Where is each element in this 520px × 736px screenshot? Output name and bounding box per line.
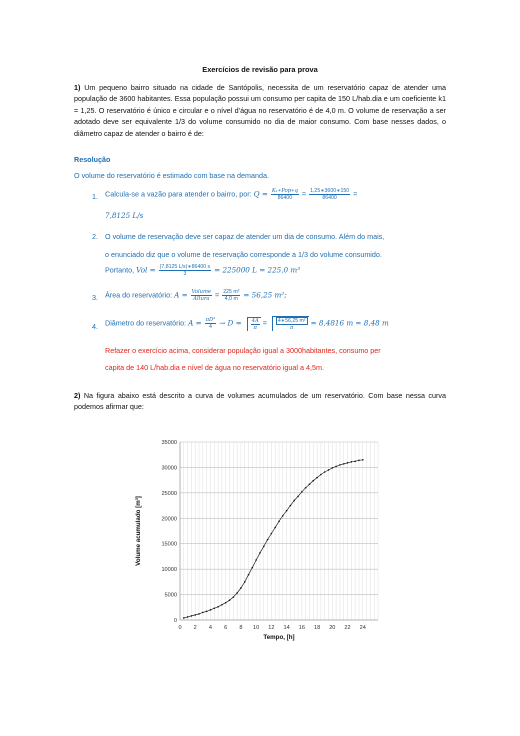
step-4-sqrt-1 xyxy=(247,317,261,331)
x-tick-label: 20 xyxy=(329,625,336,631)
step-2-line-2: o enunciado diz que o volume de reservação corresponde a 1/3 do volume consumido. xyxy=(105,250,382,259)
step-3-a: A = xyxy=(174,290,188,300)
x-tick-label: 12 xyxy=(268,625,275,631)
data-point xyxy=(343,463,345,465)
question-2-text xyxy=(74,390,446,413)
data-point xyxy=(274,527,276,529)
data-point xyxy=(351,461,353,463)
step-2-fraction xyxy=(159,264,212,277)
x-tick-label: 4 xyxy=(208,625,213,631)
data-point xyxy=(252,567,254,569)
x-tick-label: 14 xyxy=(283,625,290,631)
step-1-frac1-den: 86400 xyxy=(277,195,293,201)
step-2-frac-den: 3 xyxy=(183,271,187,277)
data-point xyxy=(225,602,227,604)
x-tick-label: 2 xyxy=(193,625,197,631)
data-point xyxy=(240,587,242,589)
resolution-label: Resolução xyxy=(74,155,111,164)
step-4-sqrt1-num: 4A xyxy=(251,317,259,324)
data-point xyxy=(233,596,235,598)
step-4-result: = 8,4816 m = 8,48 m xyxy=(310,318,389,328)
data-point xyxy=(194,614,196,616)
data-point xyxy=(221,604,223,606)
step-1-frac2-num: 1,25∗3600∗150 xyxy=(310,188,350,194)
step-1-fraction-1 xyxy=(271,188,299,201)
data-point xyxy=(362,459,364,461)
step-4-fraction xyxy=(205,317,217,330)
x-tick-label: 0 xyxy=(178,625,182,631)
step-4-sqrt1-den: π xyxy=(253,324,257,331)
y-tick-label: 15000 xyxy=(161,541,177,548)
step-1-eq2: = xyxy=(353,189,358,199)
question-1-text xyxy=(74,82,446,139)
x-tick-label: 18 xyxy=(313,625,321,631)
step-2-vol: Vol = xyxy=(136,265,156,275)
data-point xyxy=(328,469,330,471)
step-2-number: 2. xyxy=(92,232,98,241)
data-point xyxy=(354,461,356,463)
step-1-frac1-num: K₁∗Pop∗q xyxy=(271,188,298,194)
data-point xyxy=(278,521,280,523)
data-point xyxy=(217,606,219,608)
data-point xyxy=(213,608,215,610)
data-point xyxy=(248,574,250,576)
step-4 xyxy=(105,316,389,331)
step-4-sqrt1-frac xyxy=(251,318,260,331)
y-axis-label: Volume acumulado [m³] xyxy=(135,496,142,566)
data-point xyxy=(290,505,292,507)
step-1-eq: = xyxy=(301,189,307,199)
data-point xyxy=(316,477,318,479)
step-3-result: = 56,25 m²; xyxy=(243,290,287,300)
step-3-fraction-2 xyxy=(222,289,240,302)
step-3-frac1-den: Altura xyxy=(193,296,210,302)
step-3-number: 3. xyxy=(92,293,98,302)
step-4-number: 4. xyxy=(92,322,98,331)
data-point xyxy=(236,592,238,594)
data-point xyxy=(335,466,337,468)
data-point xyxy=(210,609,212,611)
data-point xyxy=(301,491,303,493)
question-1-statement: Um pequeno bairro situado na cidade de Santópolis, necessita de um reservatório capaz de atender uma população de 3600 habitantes. Essa população possui um consumo per capita de 150 L/hab.dia e um coeficiente k1 = 1,25. O reservatório é único e circular e o nível d’água no reservatório é de 4,0 m. O volume de reservação a ser adotado deve ser equivalente 1/3 do volume consumido no dia de maior consumo. Com base nesses dados, o diâmetro capaz de atender o bairro é de: xyxy=(74,83,446,138)
step-2-formula xyxy=(105,264,300,277)
resolution-intro: O volume do reservatório é estimado com base na demanda. xyxy=(74,171,269,180)
data-point xyxy=(332,467,334,469)
step-1-fraction-2 xyxy=(309,188,350,201)
step-3-eq: = xyxy=(215,290,220,300)
step-2-frac-num: (7,8125 L/s)∗86400 s xyxy=(159,264,211,270)
step-4-sqrt2-num: 4∗56,25 m² xyxy=(277,318,306,324)
x-tick-label: 6 xyxy=(224,625,228,631)
step-1-result: 7,8125 L/s xyxy=(105,211,144,220)
data-point xyxy=(187,616,189,618)
step-4-frac-num: πD² xyxy=(205,317,216,323)
data-point xyxy=(198,613,200,615)
data-point xyxy=(324,471,326,473)
step-4-eq: = xyxy=(262,318,267,328)
y-tick-label: 35000 xyxy=(161,440,177,446)
step-4-arrow: → D = xyxy=(219,318,242,328)
data-point xyxy=(206,611,208,613)
data-point xyxy=(293,500,295,502)
step-4-sqrt2-den: π xyxy=(290,325,294,331)
data-point xyxy=(267,539,269,541)
question-2-number: 2) xyxy=(74,391,81,400)
data-point xyxy=(191,615,193,617)
data-point xyxy=(259,552,261,554)
step-3-frac1-num: Volume xyxy=(191,289,212,295)
step-1-text: Calcula-se a vazão para atender o bairro, por: xyxy=(105,189,252,199)
data-point xyxy=(297,496,299,498)
step-4-text: Diâmetro do reservatório: xyxy=(105,318,187,328)
data-point xyxy=(263,545,265,547)
question-1-number: 1) xyxy=(74,83,81,92)
step-3 xyxy=(105,289,287,302)
data-point xyxy=(282,515,284,517)
data-point xyxy=(358,460,360,462)
step-1-number: 1. xyxy=(92,192,98,201)
page-title: Exercícios de revisão para prova xyxy=(202,65,318,74)
data-point xyxy=(244,581,246,583)
x-tick-label: 24 xyxy=(359,625,366,631)
data-point xyxy=(255,559,257,561)
question-2-statement: Na figura abaixo está descrito a curva de volumes acumulados de um reservatório. Com base nessa curva podemos afirmar que: xyxy=(74,391,447,412)
data-point xyxy=(320,474,322,476)
data-point xyxy=(339,464,341,466)
step-4-sqrt2-frac xyxy=(276,317,308,331)
x-axis-label: Tempo, [h] xyxy=(263,634,295,641)
redo-instruction-line-2: capita de 140 L/hab.dia e nível de água no reservatório igual a 4,5m. xyxy=(105,363,324,372)
x-tick-label: 22 xyxy=(344,625,351,631)
step-3-fraction-1 xyxy=(191,289,212,302)
step-1 xyxy=(105,188,357,201)
y-tick-label: 10000 xyxy=(161,567,177,574)
x-tick-label: 8 xyxy=(239,625,243,631)
step-4-frac-den: 4 xyxy=(208,324,212,330)
x-tick-label: 16 xyxy=(298,625,305,631)
y-tick-label: 30000 xyxy=(161,465,177,472)
step-2-line-1: O volume de reservação deve ser capaz de atender um dia de consumo. Além do mais, xyxy=(105,232,385,241)
y-tick-label: 0 xyxy=(173,618,177,624)
data-point xyxy=(271,533,273,535)
step-4-a: A = xyxy=(188,318,202,328)
x-tick-label: 10 xyxy=(253,625,260,631)
data-point xyxy=(286,510,288,512)
data-point xyxy=(183,617,185,619)
step-3-frac2-den: 4,0 m xyxy=(224,296,238,302)
step-2-result: = 225000 L = 225,0 m³ xyxy=(214,265,301,275)
data-point xyxy=(309,483,311,485)
y-tick-label: 5000 xyxy=(164,592,177,599)
step-4-sqrt-2 xyxy=(272,316,309,331)
step-1-frac2-den: 86400 xyxy=(322,195,337,201)
step-3-text: Área do reservatório: xyxy=(105,290,173,300)
data-point xyxy=(229,599,231,601)
step-1-q: Q = xyxy=(253,189,268,199)
step-3-frac2-num: 225 m³ xyxy=(223,289,240,295)
data-point xyxy=(202,612,204,614)
redo-instruction-line-1: Refazer o exercício acima, considerar população igual a 3000habitantes, consumo per xyxy=(105,346,381,355)
cumulative-volume-chart xyxy=(128,432,388,642)
step-2-portanto: Portanto, xyxy=(105,265,135,275)
data-point xyxy=(347,462,349,464)
data-point xyxy=(305,487,307,489)
y-tick-label: 25000 xyxy=(161,490,177,497)
data-point xyxy=(312,480,314,482)
y-tick-label: 20000 xyxy=(161,516,177,523)
